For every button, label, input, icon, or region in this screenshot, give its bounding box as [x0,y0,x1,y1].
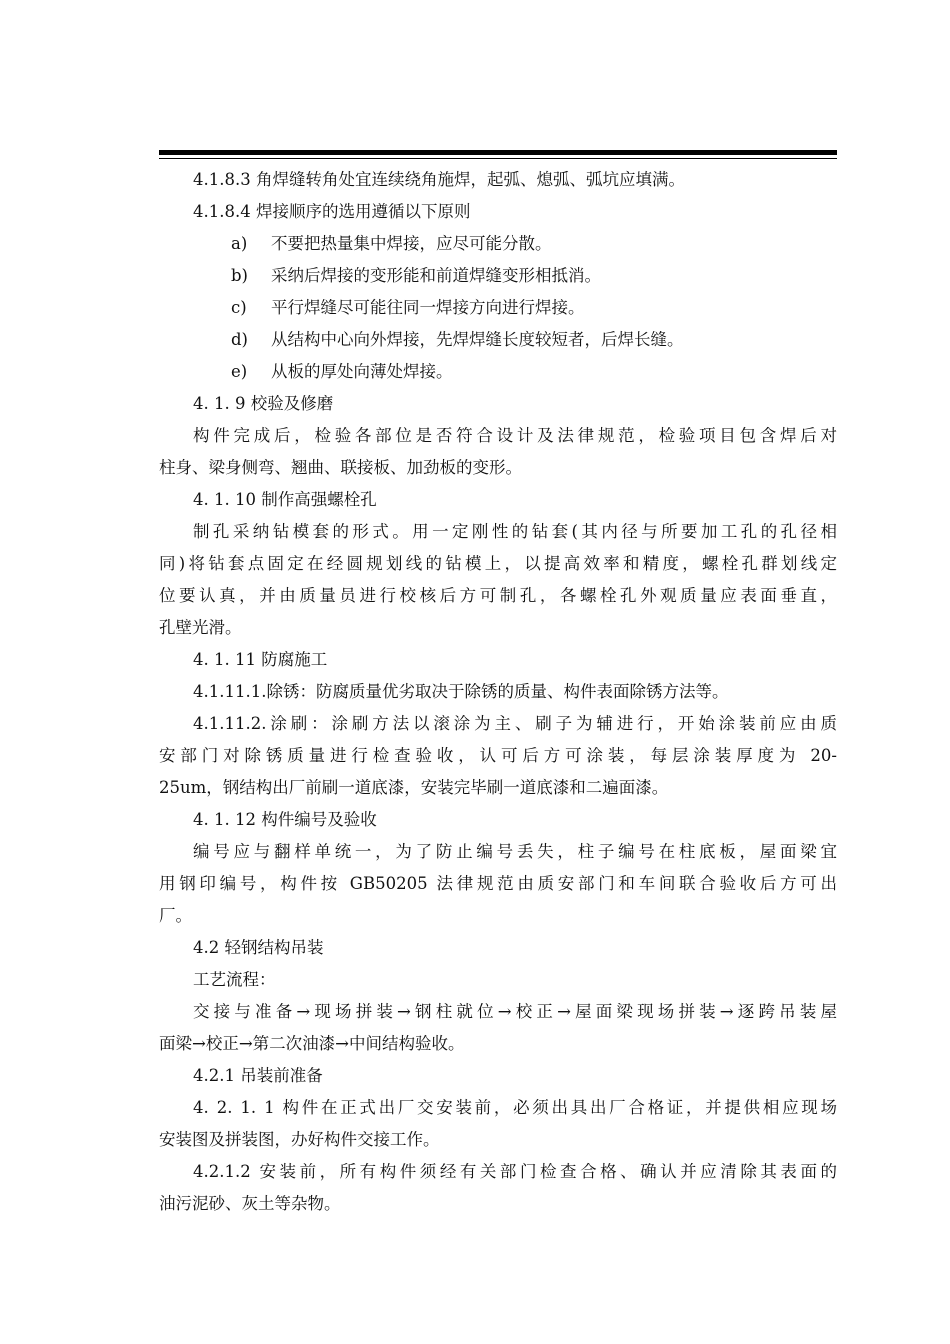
section-heading: 4.2.1 吊装前准备 [193,1066,323,1085]
paragraph-line: 面梁→校正→第二次油漆→中间结构验收。 [159,1034,465,1053]
paragraph-line: 4.1.8.4 焊接顺序的选用遵循以下原则 [193,202,471,221]
document-body [159,164,837,1220]
paragraph-line: 用钢印编号，构件按 GB50205 法律规范由质安部门和车间联合验收后方可出 [159,874,837,893]
paragraph-line: 4.1.11.1.除锈：防腐质量优劣取决于除锈的质量、构件表面除锈方法等。 [193,682,729,701]
section-heading: 4. 1. 10 制作高强螺栓孔 [193,490,377,509]
list-item-text: 从板的厚处向薄处焊接。 [271,362,453,381]
list-marker: a) [231,234,248,253]
list-item [159,260,837,292]
paragraph-line: 同)将钻套点固定在经圆规划线的钻模上，以提高效率和精度，螺栓孔群划线定 [159,554,837,573]
list-marker: d) [231,330,248,349]
section-heading: 4.2 轻钢结构吊装 [193,938,324,957]
paragraph-line: 安部门对除锈质量进行检查验收，认可后方可涂装，每层涂装厚度为 20- [159,746,837,765]
paragraph-line: 4.2.1.2 安装前，所有构件须经有关部门检查合格、确认并应清除其表面的 [193,1162,837,1181]
list-item [159,292,837,324]
paragraph-line: 油污泥砂、灰土等杂物。 [159,1194,341,1213]
paragraph-line: 工艺流程： [193,970,276,989]
paragraph-line: 4.1.8.3 角焊缝转角处宜连续绕角施焊，起弧、熄弧、弧坑应填满。 [193,170,685,189]
list-item-text: 不要把热量集中焊接，应尽可能分散。 [271,234,552,253]
section-heading: 4. 1. 9 校验及修磨 [193,394,334,413]
section-heading: 4. 1. 11 防腐施工 [193,650,328,669]
paragraph-line: 构件完成后，检验各部位是否符合设计及法律规范，检验项目包含焊后对 [193,426,837,445]
list-item [159,228,837,260]
paragraph-line: 厂。 [159,906,192,925]
paragraph-line: 编号应与翻样单统一，为了防止编号丢失，柱子编号在柱底板，屋面梁宜 [193,842,837,861]
paragraph-line: 制孔采纳钻模套的形式。用一定刚性的钻套(其内径与所要加工孔的孔径相 [193,522,837,541]
list-marker: e) [231,362,248,381]
paragraph-line: 位要认真，并由质量员进行校核后方可制孔，各螺栓孔外观质量应表面垂直， [159,586,837,605]
paragraph-line: 交接与准备→现场拼装→钢柱就位→校正→屋面梁现场拼装→逐跨吊装屋 [193,1002,837,1021]
paragraph-line: 柱身、梁身侧弯、翘曲、联接板、加劲板的变形。 [159,458,522,477]
list-item [159,324,837,356]
paragraph-line: 25um，钢结构出厂前刷一道底漆，安装完毕刷一道底漆和二遍面漆。 [159,778,669,797]
list-item-text: 采纳后焊接的变形能和前道焊缝变形相抵消。 [271,266,601,285]
list-item [159,356,837,388]
paragraph-line: 4.1.11.2.涂刷：涂刷方法以滚涂为主、刷子为辅进行，开始涂装前应由质 [193,714,837,733]
header-rule-thin [159,158,837,159]
list-item-text: 平行焊缝尽可能往同一焊接方向进行焊接。 [271,298,585,317]
list-marker: c) [231,298,247,317]
list-marker: b) [231,266,248,285]
paragraph-line: 4. 2. 1. 1 构件在正式出厂交安装前，必须出具出厂合格证，并提供相应现场 [193,1098,837,1117]
paragraph-line: 孔壁光滑。 [159,618,242,637]
list-item-text: 从结构中心向外焊接，先焊焊缝长度较短者，后焊长缝。 [271,330,684,349]
section-heading: 4. 1. 12 构件编号及验收 [193,810,377,829]
header-rule-thick [159,150,837,155]
paragraph-line: 安装图及拼装图，办好构件交接工作。 [159,1130,440,1149]
